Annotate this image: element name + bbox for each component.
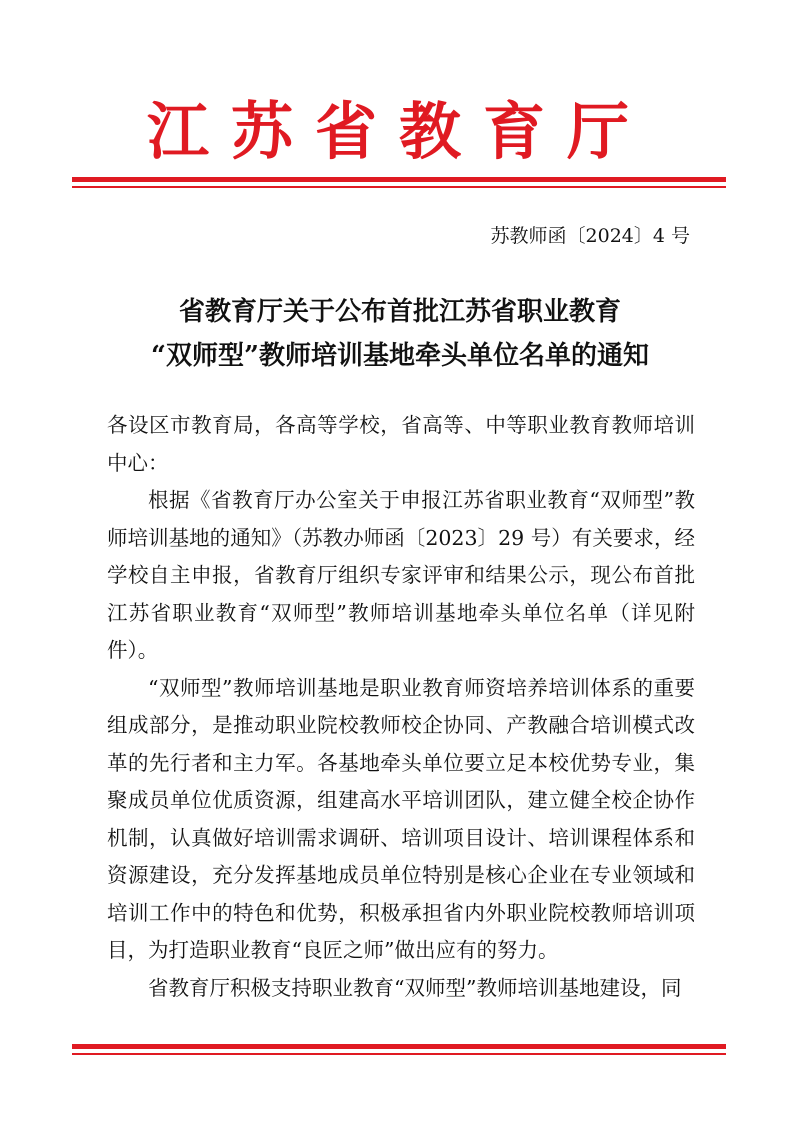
footer-red-rule-thin bbox=[72, 1053, 726, 1055]
salutation: 各设区市教育局，各高等学校，省高等、中等职业教育教师培训中心： bbox=[107, 413, 695, 475]
body-paragraph: 省教育厅积极支持职业教育“双师型”教师培训基地建设，同 bbox=[148, 975, 682, 1000]
document-body bbox=[107, 407, 695, 1007]
body-paragraph: 根据《省教育厅办公室关于申报江苏省职业教育“双师型”教师培训基地的通知》（苏教办师函〔2023〕29 号）有关要求，经学校自主申报，省教育厅组织专家评审和结果公示，现公布首批江苏省职业教育“双师型”教师培训基地牵头单位名单（详见附件）。 bbox=[107, 488, 695, 662]
footer-red-rule-thick bbox=[72, 1044, 726, 1049]
header-red-rule-thin bbox=[72, 186, 726, 188]
document-number: 苏教师函〔2024〕4 号 bbox=[490, 225, 690, 247]
document-title bbox=[80, 290, 720, 378]
title-line: 省教育厅关于公布首批江苏省职业教育 bbox=[178, 297, 621, 327]
header-red-rule-thick bbox=[72, 177, 726, 182]
issuer-masthead: 江苏省教育厅 bbox=[146, 95, 651, 168]
body-paragraph: “双师型”教师培训基地是职业教育师资培养培训体系的重要组成部分，是推动职业院校教师校企协同、产教融合培训模式改革的先行者和主力军。各基地牵头单位要立足本校优势专业，集聚成员单位优质资源，组建高水平培训团队，建立健全校企协作机制，认真做好培训需求调研、培训项目设计、培训课程体系和资源建设，充分发挥基地成员单位特别是核心企业在专业领域和培训工作中的特色和优势，积极承担省内外职业院校教师培训项目，为打造职业教育“良匠之师”做出应有的努力。 bbox=[107, 675, 695, 962]
title-line: “双师型”教师培训基地牵头单位名单的通知 bbox=[151, 341, 649, 371]
